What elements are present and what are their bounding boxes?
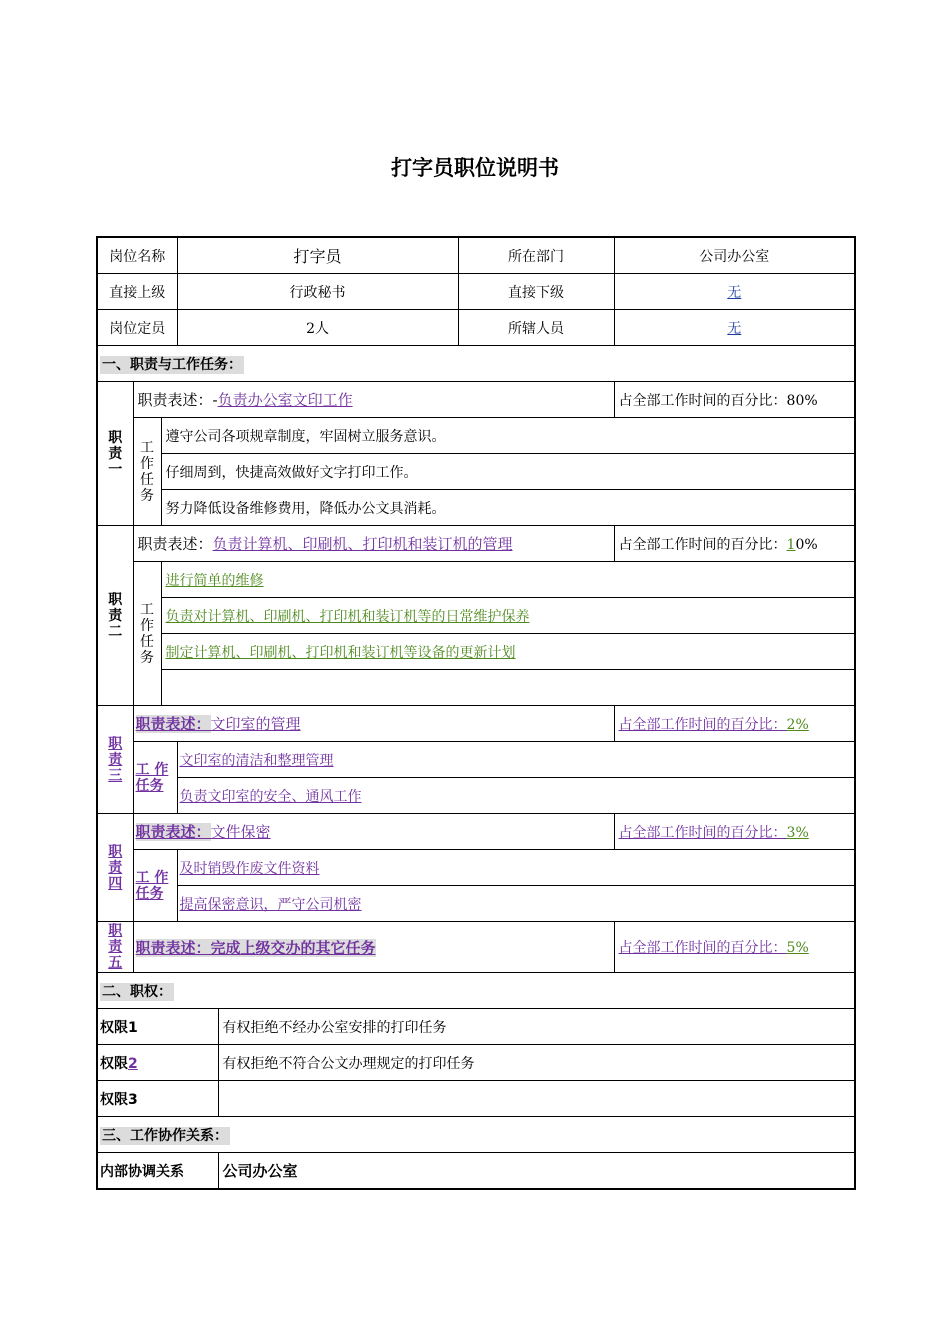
duty3-desc-row [97, 706, 855, 742]
duty2-percent: 占全部工作时间的百分比：10% [614, 526, 855, 562]
duty2-task-3[interactable]: 制定计算机、印刷机、打印机和装订机等设备的更新计划 [165, 644, 516, 661]
duty1-task-1: 遵守公司各项规章制度，牢固树立服务意识。 [161, 418, 855, 454]
section1-heading-row [97, 346, 855, 382]
duty4-desc-row [97, 814, 855, 850]
section2-heading-row [97, 973, 855, 1009]
right-3-label: 权限3 [97, 1081, 218, 1117]
duty2-desc-row [97, 526, 855, 562]
staff-value[interactable]: 无 [727, 320, 742, 337]
duty5-desc-row [97, 922, 855, 973]
duty3-tasks-label[interactable]: 工 作 任务 [133, 742, 177, 814]
right-1-label: 权限1 [97, 1009, 218, 1045]
headcount-value: 2人 [177, 310, 458, 346]
duty1-task-2: 仔细周到，快捷高效做好文字打印工作。 [161, 454, 855, 490]
duty4-task-2[interactable]: 提高保密意识，严守公司机密 [179, 896, 362, 913]
subordinate-label: 直接下级 [458, 274, 614, 310]
basic-row-2 [97, 274, 855, 310]
duty4-task-row-1 [97, 850, 855, 886]
duty2-task-row-3 [97, 634, 855, 670]
right-2-label: 权限2 [97, 1045, 218, 1081]
section3-heading: 三、工作协作关系： [102, 1127, 228, 1144]
duty2-task-2[interactable]: 负责对计算机、印刷机、打印机和装订机等的日常维护保养 [165, 608, 530, 625]
duty1-label: 职 责 一 [97, 382, 133, 526]
post-name-value: 打字员 [177, 237, 458, 274]
duty2-task-row-1 [97, 562, 855, 598]
duty3-label[interactable]: 职 责 三 [97, 706, 133, 814]
duty2-task-row-2 [97, 598, 855, 634]
duty1-task-row-1 [97, 418, 855, 454]
duty3-task-row-2 [97, 778, 855, 814]
internal-coord-label: 内部协调关系 [97, 1153, 218, 1190]
duty2-task-1[interactable]: 进行简单的维修 [165, 572, 264, 589]
duty3-desc: 职责表述：文印室的管理 [133, 706, 614, 742]
duty1-task-row-2 [97, 454, 855, 490]
duty1-percent: 占全部工作时间的百分比：80% [614, 382, 855, 418]
job-description-table [96, 236, 856, 1190]
duty4-label[interactable]: 职 责 四 [97, 814, 133, 922]
dept-value: 公司办公室 [614, 237, 855, 274]
duty4-tasks-label[interactable]: 工 作 任务 [133, 850, 177, 922]
duty1-tasks-label: 工 作 任 务 [133, 418, 161, 526]
duty5-desc: 职责表述：完成上级交办的其它任务 [133, 922, 614, 973]
dept-label: 所在部门 [458, 237, 614, 274]
duty4-desc: 职责表述：文件保密 [133, 814, 614, 850]
staff-label: 所辖人员 [458, 310, 614, 346]
section1-heading: 一、职责与工作任务： [102, 356, 242, 373]
duty2-tasks-label: 工 作 任 务 [133, 562, 161, 706]
right-2-text: 有权拒绝不符合公文办理规定的打印任务 [218, 1045, 855, 1081]
headcount-label: 岗位定员 [97, 310, 177, 346]
basic-row-3 [97, 310, 855, 346]
duty5-label[interactable]: 职 责 五 [97, 922, 133, 973]
internal-coord-row [97, 1153, 855, 1190]
right-3-text [218, 1081, 855, 1117]
subordinate-value[interactable]: 无 [727, 284, 742, 301]
duty2-desc: 职责表述：负责计算机、印刷机、打印机和装订机的管理 [133, 526, 614, 562]
superior-value: 行政秘书 [177, 274, 458, 310]
right-row-2 [97, 1045, 855, 1081]
duty1-desc: 职责表述：-负责办公室文印工作 [133, 382, 614, 418]
duty2-task-empty [161, 670, 855, 706]
superior-label: 直接上级 [97, 274, 177, 310]
right-row-1 [97, 1009, 855, 1045]
duty3-task-row-1 [97, 742, 855, 778]
duty2-task-row-4 [97, 670, 855, 706]
duty1-task-row-3 [97, 490, 855, 526]
duty4-task-row-2 [97, 886, 855, 922]
duty1-desc-row [97, 382, 855, 418]
duty4-percent: 占全部工作时间的百分比：3% [614, 814, 855, 850]
post-name-label: 岗位名称 [97, 237, 177, 274]
duty5-percent: 占全部工作时间的百分比：5% [614, 922, 855, 973]
duty2-label: 职 责 二 [97, 526, 133, 706]
duty3-task-2[interactable]: 负责文印室的安全、通风工作 [179, 788, 362, 805]
page-title: 打字员职位说明书 [391, 156, 559, 180]
internal-coord-value: 公司办公室 [218, 1153, 855, 1190]
duty3-task-1[interactable]: 文印室的清洁和整理管理 [179, 752, 334, 769]
duty3-percent: 占全部工作时间的百分比：2% [614, 706, 855, 742]
section3-heading-row [97, 1117, 855, 1153]
basic-row-1 [97, 237, 855, 274]
right-1-text: 有权拒绝不经办公室安排的打印任务 [218, 1009, 855, 1045]
right-row-3 [97, 1081, 855, 1117]
duty4-task-1[interactable]: 及时销毁作废文件资料 [179, 860, 320, 877]
duty1-task-3: 努力降低设备维修费用，降低办公文具消耗。 [161, 490, 855, 526]
section2-heading: 二、职权： [102, 983, 172, 1000]
